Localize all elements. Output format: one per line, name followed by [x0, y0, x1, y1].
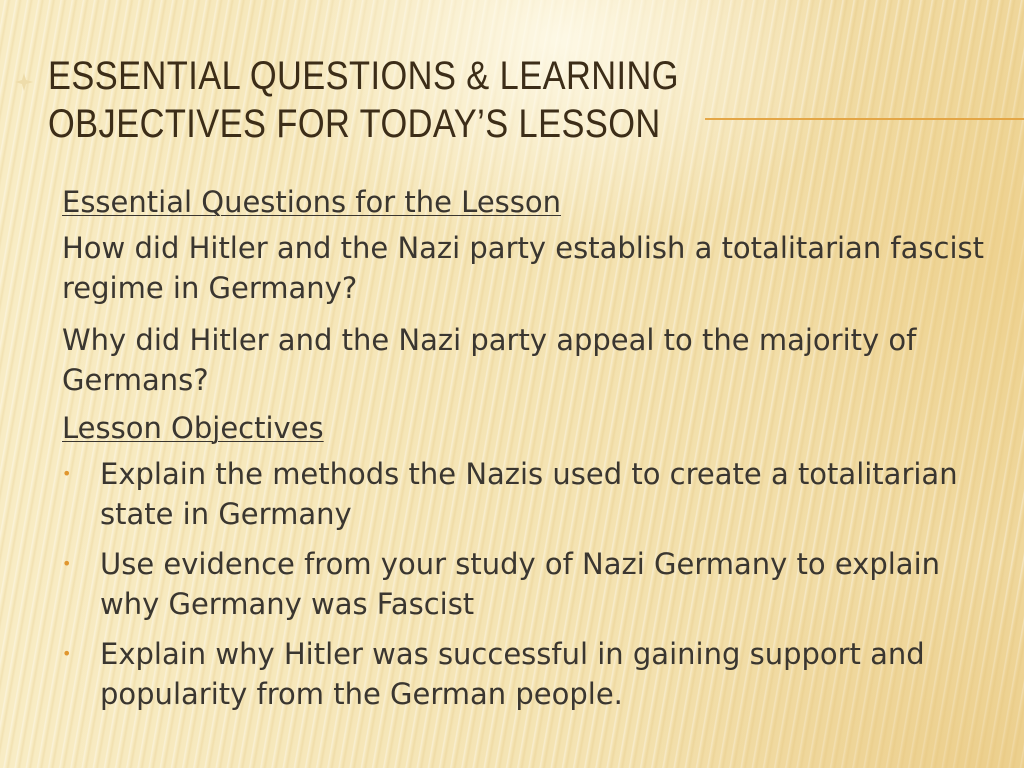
lesson-objectives-heading: Lesson Objectives: [62, 411, 324, 445]
bullet-icon: •: [62, 554, 72, 573]
list-item: [62, 454, 1002, 534]
lesson-objectives-list: [62, 454, 1002, 714]
title-underline-rule: [705, 118, 1024, 120]
title-line-2: OBJECTIVES FOR TODAY’S LESSON: [48, 102, 661, 146]
list-item: [62, 544, 1002, 624]
essential-question-1: How did Hitler and the Nazi party establish a totalitarian fascist regime in Germany?: [62, 231, 984, 305]
bullet-icon: •: [62, 644, 72, 663]
objective-text-3: Explain why Hitler was successful in gaining support and popularity from the German people.: [100, 637, 925, 711]
bullet-icon: •: [62, 464, 72, 483]
slide-title: [48, 52, 679, 148]
slide-body: [62, 182, 1002, 724]
objective-text-1: Explain the methods the Nazis used to create a totalitarian state in Germany: [100, 457, 958, 531]
star-icon: [14, 72, 34, 92]
essential-questions-heading: Essential Questions for the Lesson: [62, 185, 562, 219]
essential-question-2: Why did Hitler and the Nazi party appeal to the majority of Germans?: [62, 323, 917, 397]
objective-text-2: Use evidence from your study of Nazi Germany to explain why Germany was Fascist: [100, 547, 941, 621]
list-item: [62, 634, 1002, 714]
title-line-1: ESSENTIAL QUESTIONS & LEARNING: [48, 54, 679, 98]
